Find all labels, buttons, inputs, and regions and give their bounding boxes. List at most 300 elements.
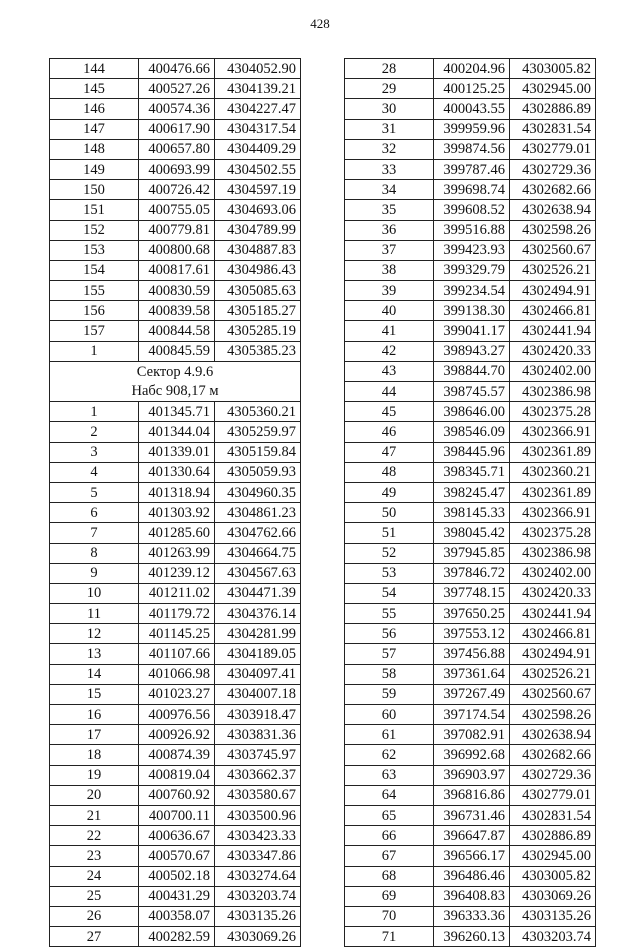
table-row [345,482,596,502]
y-coordinate: 4302494.91 [510,644,596,664]
x-coordinate: 401179.72 [139,604,215,624]
x-coordinate: 400800.68 [139,240,215,260]
table-row [50,159,301,179]
x-coordinate: 396333.36 [434,906,510,926]
y-coordinate: 4302779.01 [510,139,596,159]
table-row [50,644,301,664]
y-coordinate: 4302526.21 [510,664,596,684]
y-coordinate: 4302420.33 [510,583,596,603]
table-row [345,382,596,402]
table-row [50,281,301,301]
table-row [345,321,596,341]
point-number: 29 [345,79,434,99]
point-number: 17 [50,725,139,745]
table-row [345,79,596,99]
table-row [50,624,301,644]
point-number: 36 [345,220,434,240]
y-coordinate: 4302886.89 [510,99,596,119]
point-number: 40 [345,301,434,321]
y-coordinate: 4302375.28 [510,402,596,422]
point-number: 33 [345,159,434,179]
x-coordinate: 397361.64 [434,664,510,684]
table-row [345,583,596,603]
table-row [50,805,301,825]
table-row [50,119,301,139]
y-coordinate: 4304789.99 [215,220,301,240]
point-number: 22 [50,826,139,846]
point-number: 49 [345,482,434,502]
point-number: 151 [50,200,139,220]
point-number: 54 [345,583,434,603]
x-coordinate: 396816.86 [434,785,510,805]
table-row [345,826,596,846]
page-number: 428 [310,16,330,31]
point-number: 59 [345,684,434,704]
x-coordinate: 400502.18 [139,866,215,886]
point-number: 53 [345,563,434,583]
y-coordinate: 4302366.91 [510,422,596,442]
y-coordinate: 4303423.33 [215,826,301,846]
x-coordinate: 400527.26 [139,79,215,99]
x-coordinate: 400700.11 [139,805,215,825]
table-row [50,583,301,603]
point-number: 144 [50,59,139,79]
y-coordinate: 4304887.83 [215,240,301,260]
point-number: 62 [345,745,434,765]
x-coordinate: 398546.09 [434,422,510,442]
x-coordinate: 401344.04 [139,422,215,442]
x-coordinate: 397553.12 [434,624,510,644]
table-row [345,745,596,765]
x-coordinate: 400819.04 [139,765,215,785]
x-coordinate: 399959.96 [434,119,510,139]
table-row [345,684,596,704]
table-row [50,866,301,886]
point-number: 58 [345,664,434,684]
table-row [345,725,596,745]
y-coordinate: 4303069.26 [215,927,301,947]
point-number: 67 [345,846,434,866]
table-row [345,705,596,725]
x-coordinate: 400830.59 [139,281,215,301]
table-row [50,99,301,119]
y-coordinate: 4304471.39 [215,583,301,603]
table-row [50,341,301,361]
x-coordinate: 401211.02 [139,583,215,603]
y-coordinate: 4304502.55 [215,159,301,179]
table-row [50,422,301,442]
table-row [345,543,596,563]
x-coordinate: 401263.99 [139,543,215,563]
y-coordinate: 4302466.81 [510,301,596,321]
x-coordinate: 399423.93 [434,240,510,260]
point-number: 155 [50,281,139,301]
y-coordinate: 4302779.01 [510,785,596,805]
x-coordinate: 397748.15 [434,583,510,603]
y-coordinate: 4302361.89 [510,482,596,502]
y-coordinate: 4303005.82 [510,59,596,79]
x-coordinate: 399787.46 [434,159,510,179]
y-coordinate: 4305159.84 [215,442,301,462]
table-row [345,503,596,523]
x-coordinate: 398245.47 [434,482,510,502]
table-row [345,301,596,321]
point-number: 57 [345,644,434,664]
table-row [50,79,301,99]
y-coordinate: 4302386.98 [510,543,596,563]
x-coordinate: 400779.81 [139,220,215,240]
table-row [345,119,596,139]
table-row [50,725,301,745]
point-number: 30 [345,99,434,119]
x-coordinate: 398943.27 [434,341,510,361]
y-coordinate: 4303745.97 [215,745,301,765]
coordinates-table-left [49,58,301,947]
point-number: 39 [345,281,434,301]
sector-header-row [50,361,301,401]
x-coordinate: 400755.05 [139,200,215,220]
y-coordinate: 4302375.28 [510,523,596,543]
table-row [345,281,596,301]
point-number: 66 [345,826,434,846]
x-coordinate: 401107.66 [139,644,215,664]
point-number: 13 [50,644,139,664]
x-coordinate: 401239.12 [139,563,215,583]
point-number: 31 [345,119,434,139]
x-coordinate: 399234.54 [434,281,510,301]
y-coordinate: 4303005.82 [510,866,596,886]
point-number: 7 [50,523,139,543]
x-coordinate: 400874.39 [139,745,215,765]
y-coordinate: 4302441.94 [510,321,596,341]
table-row [345,139,596,159]
point-number: 145 [50,79,139,99]
point-number: 157 [50,321,139,341]
x-coordinate: 397456.88 [434,644,510,664]
table-row [50,927,301,947]
y-coordinate: 4302598.26 [510,220,596,240]
x-coordinate: 400204.96 [434,59,510,79]
y-coordinate: 4304960.35 [215,482,301,502]
y-coordinate: 4304052.90 [215,59,301,79]
table-row [50,604,301,624]
table-row [345,664,596,684]
point-number: 38 [345,260,434,280]
y-coordinate: 4303203.74 [215,886,301,906]
point-number: 35 [345,200,434,220]
table-row [345,180,596,200]
y-coordinate: 4304189.05 [215,644,301,664]
point-number: 47 [345,442,434,462]
y-coordinate: 4302361.89 [510,442,596,462]
table-row [345,462,596,482]
point-number: 27 [50,927,139,947]
table-row [345,866,596,886]
point-number: 3 [50,442,139,462]
y-coordinate: 4302638.94 [510,200,596,220]
y-coordinate: 4303135.26 [215,906,301,926]
x-coordinate: 396731.46 [434,805,510,825]
point-number: 21 [50,805,139,825]
y-coordinate: 4303831.36 [215,725,301,745]
y-coordinate: 4302402.00 [510,361,596,381]
point-number: 20 [50,785,139,805]
y-coordinate: 4303135.26 [510,906,596,926]
x-coordinate: 400926.92 [139,725,215,745]
table-row [50,886,301,906]
point-number: 16 [50,705,139,725]
x-coordinate: 396408.83 [434,886,510,906]
x-coordinate: 399041.17 [434,321,510,341]
x-coordinate: 399608.52 [434,200,510,220]
table-row [345,200,596,220]
table-row [345,99,596,119]
table-row [345,765,596,785]
y-coordinate: 4303347.86 [215,846,301,866]
y-coordinate: 4305259.97 [215,422,301,442]
point-number: 15 [50,684,139,704]
table-row [50,321,301,341]
table-row [50,503,301,523]
y-coordinate: 4302526.21 [510,260,596,280]
point-number: 46 [345,422,434,442]
point-number: 149 [50,159,139,179]
point-number: 146 [50,99,139,119]
point-number: 56 [345,624,434,644]
y-coordinate: 4305059.93 [215,462,301,482]
x-coordinate: 398646.00 [434,402,510,422]
point-number: 18 [50,745,139,765]
table-row [50,402,301,422]
table-row [50,200,301,220]
y-coordinate: 4302560.67 [510,240,596,260]
point-number: 61 [345,725,434,745]
x-coordinate: 401066.98 [139,664,215,684]
table-row [345,402,596,422]
table-row [345,442,596,462]
y-coordinate: 4302366.91 [510,503,596,523]
x-coordinate: 399874.56 [434,139,510,159]
y-coordinate: 4302420.33 [510,341,596,361]
x-coordinate: 396903.97 [434,765,510,785]
point-number: 8 [50,543,139,563]
x-coordinate: 399329.79 [434,260,510,280]
x-coordinate: 396992.68 [434,745,510,765]
table-row [50,765,301,785]
y-coordinate: 4302945.00 [510,79,596,99]
x-coordinate: 397945.85 [434,543,510,563]
table-row [345,644,596,664]
x-coordinate: 401339.01 [139,442,215,462]
x-coordinate: 400817.61 [139,260,215,280]
table-row [50,59,301,79]
x-coordinate: 400839.58 [139,301,215,321]
y-coordinate: 4304139.21 [215,79,301,99]
x-coordinate: 397174.54 [434,705,510,725]
y-coordinate: 4304762.66 [215,523,301,543]
y-coordinate: 4304986.43 [215,260,301,280]
x-coordinate: 401303.92 [139,503,215,523]
point-number: 24 [50,866,139,886]
point-number: 41 [345,321,434,341]
point-number: 10 [50,583,139,603]
y-coordinate: 4302638.94 [510,725,596,745]
y-coordinate: 4302402.00 [510,563,596,583]
sector-header [50,361,301,401]
table-row [50,745,301,765]
point-number: 60 [345,705,434,725]
point-number: 25 [50,886,139,906]
y-coordinate: 4305285.19 [215,321,301,341]
table-row [50,301,301,321]
x-coordinate: 398844.70 [434,361,510,381]
x-coordinate: 396566.17 [434,846,510,866]
table-row [345,260,596,280]
point-number: 150 [50,180,139,200]
table-row [50,563,301,583]
point-number: 9 [50,563,139,583]
x-coordinate: 400693.99 [139,159,215,179]
point-number: 156 [50,301,139,321]
x-coordinate: 400476.66 [139,59,215,79]
table-row [345,361,596,381]
y-coordinate: 4302441.94 [510,604,596,624]
x-coordinate: 400358.07 [139,906,215,926]
x-coordinate: 399698.74 [434,180,510,200]
point-number: 48 [345,462,434,482]
point-number: 51 [345,523,434,543]
x-coordinate: 398045.42 [434,523,510,543]
table-row [50,240,301,260]
x-coordinate: 397650.25 [434,604,510,624]
y-coordinate: 4304376.14 [215,604,301,624]
y-coordinate: 4304227.47 [215,99,301,119]
table-row [345,240,596,260]
x-coordinate: 400043.55 [434,99,510,119]
x-coordinate: 400617.90 [139,119,215,139]
x-coordinate: 400282.59 [139,927,215,947]
x-coordinate: 399516.88 [434,220,510,240]
table-row [50,543,301,563]
x-coordinate: 397267.49 [434,684,510,704]
point-number: 70 [345,906,434,926]
y-coordinate: 4304567.63 [215,563,301,583]
x-coordinate: 397846.72 [434,563,510,583]
point-number: 6 [50,503,139,523]
x-coordinate: 400657.80 [139,139,215,159]
point-number: 14 [50,664,139,684]
point-number: 26 [50,906,139,926]
y-coordinate: 4303069.26 [510,886,596,906]
x-coordinate: 398745.57 [434,382,510,402]
table-row [50,523,301,543]
point-number: 68 [345,866,434,886]
y-coordinate: 4304409.29 [215,139,301,159]
y-coordinate: 4302729.36 [510,159,596,179]
point-number: 32 [345,139,434,159]
x-coordinate: 397082.91 [434,725,510,745]
x-coordinate: 400636.67 [139,826,215,846]
table-row [50,906,301,926]
point-number: 45 [345,402,434,422]
table-row [50,826,301,846]
point-number: 44 [345,382,434,402]
y-coordinate: 4302494.91 [510,281,596,301]
y-coordinate: 4302831.54 [510,805,596,825]
point-number: 71 [345,927,434,947]
table-row [345,563,596,583]
x-coordinate: 401285.60 [139,523,215,543]
table-row [345,422,596,442]
point-number: 64 [345,785,434,805]
table-row [50,260,301,280]
y-coordinate: 4304007.18 [215,684,301,704]
x-coordinate: 399138.30 [434,301,510,321]
point-number: 4 [50,462,139,482]
point-number: 2 [50,422,139,442]
y-coordinate: 4302386.98 [510,382,596,402]
y-coordinate: 4305085.63 [215,281,301,301]
table-row [345,906,596,926]
point-number: 42 [345,341,434,361]
point-number: 5 [50,482,139,502]
x-coordinate: 401330.64 [139,462,215,482]
table-row [50,180,301,200]
table-row [345,220,596,240]
y-coordinate: 4304597.19 [215,180,301,200]
point-number: 11 [50,604,139,624]
point-number: 28 [345,59,434,79]
point-number: 147 [50,119,139,139]
coordinates-table-right [344,58,596,947]
y-coordinate: 4302831.54 [510,119,596,139]
point-number: 1 [50,402,139,422]
point-number: 37 [345,240,434,260]
table-row [50,442,301,462]
x-coordinate: 398145.33 [434,503,510,523]
table-row [345,886,596,906]
x-coordinate: 396260.13 [434,927,510,947]
x-coordinate: 396486.46 [434,866,510,886]
point-number: 65 [345,805,434,825]
y-coordinate: 4302682.66 [510,180,596,200]
point-number: 148 [50,139,139,159]
table-row [345,341,596,361]
table-row [345,846,596,866]
point-number: 152 [50,220,139,240]
y-coordinate: 4304317.54 [215,119,301,139]
point-number: 43 [345,361,434,381]
x-coordinate: 398345.71 [434,462,510,482]
y-coordinate: 4304281.99 [215,624,301,644]
table-row [50,220,301,240]
x-coordinate: 400976.56 [139,705,215,725]
y-coordinate: 4303918.47 [215,705,301,725]
table-row [345,805,596,825]
y-coordinate: 4302466.81 [510,624,596,644]
point-number: 34 [345,180,434,200]
y-coordinate: 4303500.96 [215,805,301,825]
x-coordinate: 401145.25 [139,624,215,644]
y-coordinate: 4304693.06 [215,200,301,220]
table-row [345,523,596,543]
y-coordinate: 4302729.36 [510,765,596,785]
point-number: 63 [345,765,434,785]
table-row [50,664,301,684]
point-number: 50 [345,503,434,523]
y-coordinate: 4302360.21 [510,462,596,482]
y-coordinate: 4303203.74 [510,927,596,947]
